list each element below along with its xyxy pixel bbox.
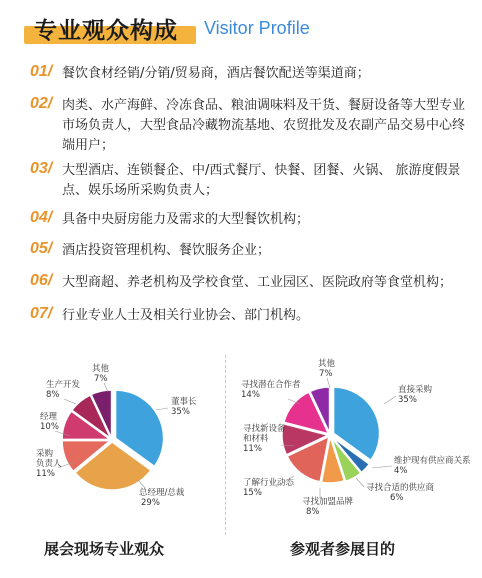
title-english: Visitor Profile	[204, 18, 310, 38]
item-number: 06/	[30, 272, 53, 289]
item-text: 肉类、水产海鲜、冷冻食品、粮油调味料及干货、餐厨设备等大型专业市场负责人，大型食品冷藏物流基地、农贸批发及农副产品交易中心终端用户；	[62, 98, 466, 153]
label-jiameng-pct: 8%	[306, 507, 320, 517]
label-zongjingli-pct: 29%	[141, 498, 160, 508]
label-zongjingli: 总经理/总裁	[139, 488, 185, 498]
label-liaojie: 了解行业动态	[243, 478, 295, 488]
label-zhijie: 直接采购	[398, 385, 433, 395]
label-jingli-pct: 10%	[40, 422, 59, 432]
label-xunzhao-gys-pct: 6%	[390, 493, 404, 503]
item-number: 05/	[30, 240, 53, 257]
label-caigou-pct: 11%	[36, 469, 55, 479]
item-number: 02/	[30, 95, 53, 112]
title-chinese: 专业观众构成	[34, 18, 178, 44]
label-qianzai-pct: 14%	[241, 390, 260, 400]
item-text: 具备中央厨房能力及需求的大型餐饮机构；	[62, 212, 310, 227]
item-number: 07/	[30, 305, 53, 322]
label-dongshizhang-pct: 35%	[171, 407, 190, 417]
label-caigou-1: 采购	[36, 449, 54, 459]
label-shengchan-pct: 8%	[46, 390, 60, 400]
label-xunzhao-gys: 寻找合适的供应商	[366, 483, 435, 493]
item-text: 行业专业人士及相关行业协会、部门机构。	[62, 308, 310, 323]
label-jingli: 经理	[40, 412, 58, 422]
label-xinshebei-2: 和材料	[243, 434, 269, 444]
label-jiameng: 寻找加盟品牌	[302, 497, 354, 507]
item-text: 大型酒店、连锁餐企、中/西式餐厅、快餐、团餐、火锅、 旅游度假景点、娱乐场所采购负责人；	[62, 163, 461, 198]
label-shengchan: 生产开发	[46, 380, 81, 390]
label-dongshizhang: 董事长	[171, 397, 197, 407]
label-r-qita-pct: 7%	[319, 369, 333, 379]
item-number: 03/	[30, 160, 53, 177]
label-liaojie-pct: 15%	[243, 488, 262, 498]
label-xinshebei-1: 寻找新设备	[243, 424, 286, 434]
label-weihu: 维护现有供应商关系	[394, 456, 471, 466]
label-zhijie-pct: 35%	[398, 395, 417, 405]
pie-chart-audience	[62, 390, 163, 490]
item-text: 酒店投资管理机构、餐饮服务企业；	[62, 243, 271, 258]
label-r-qita: 其他	[318, 359, 336, 369]
label-xinshebei-pct: 11%	[243, 444, 262, 454]
caption-audience: 展会现场专业观众	[44, 540, 165, 558]
label-qita: 其他	[92, 364, 110, 374]
item-number: 04/	[30, 209, 53, 226]
label-qita-pct: 7%	[94, 374, 108, 384]
caption-purpose: 参观者参展目的	[290, 540, 396, 558]
label-weihu-pct: 4%	[394, 466, 408, 476]
item-text: 餐饮食材经销/分销/贸易商，酒店餐饮配送等渠道商；	[62, 66, 370, 81]
pie-chart-purpose	[282, 387, 380, 483]
label-qianzai: 寻找潜在合作者	[241, 380, 301, 390]
item-number: 01/	[30, 63, 53, 80]
item-text: 大型商超、养老机构及学校食堂、工业园区、医院政府等食堂机构；	[62, 275, 453, 290]
label-caigou-2: 负责人	[36, 459, 62, 469]
